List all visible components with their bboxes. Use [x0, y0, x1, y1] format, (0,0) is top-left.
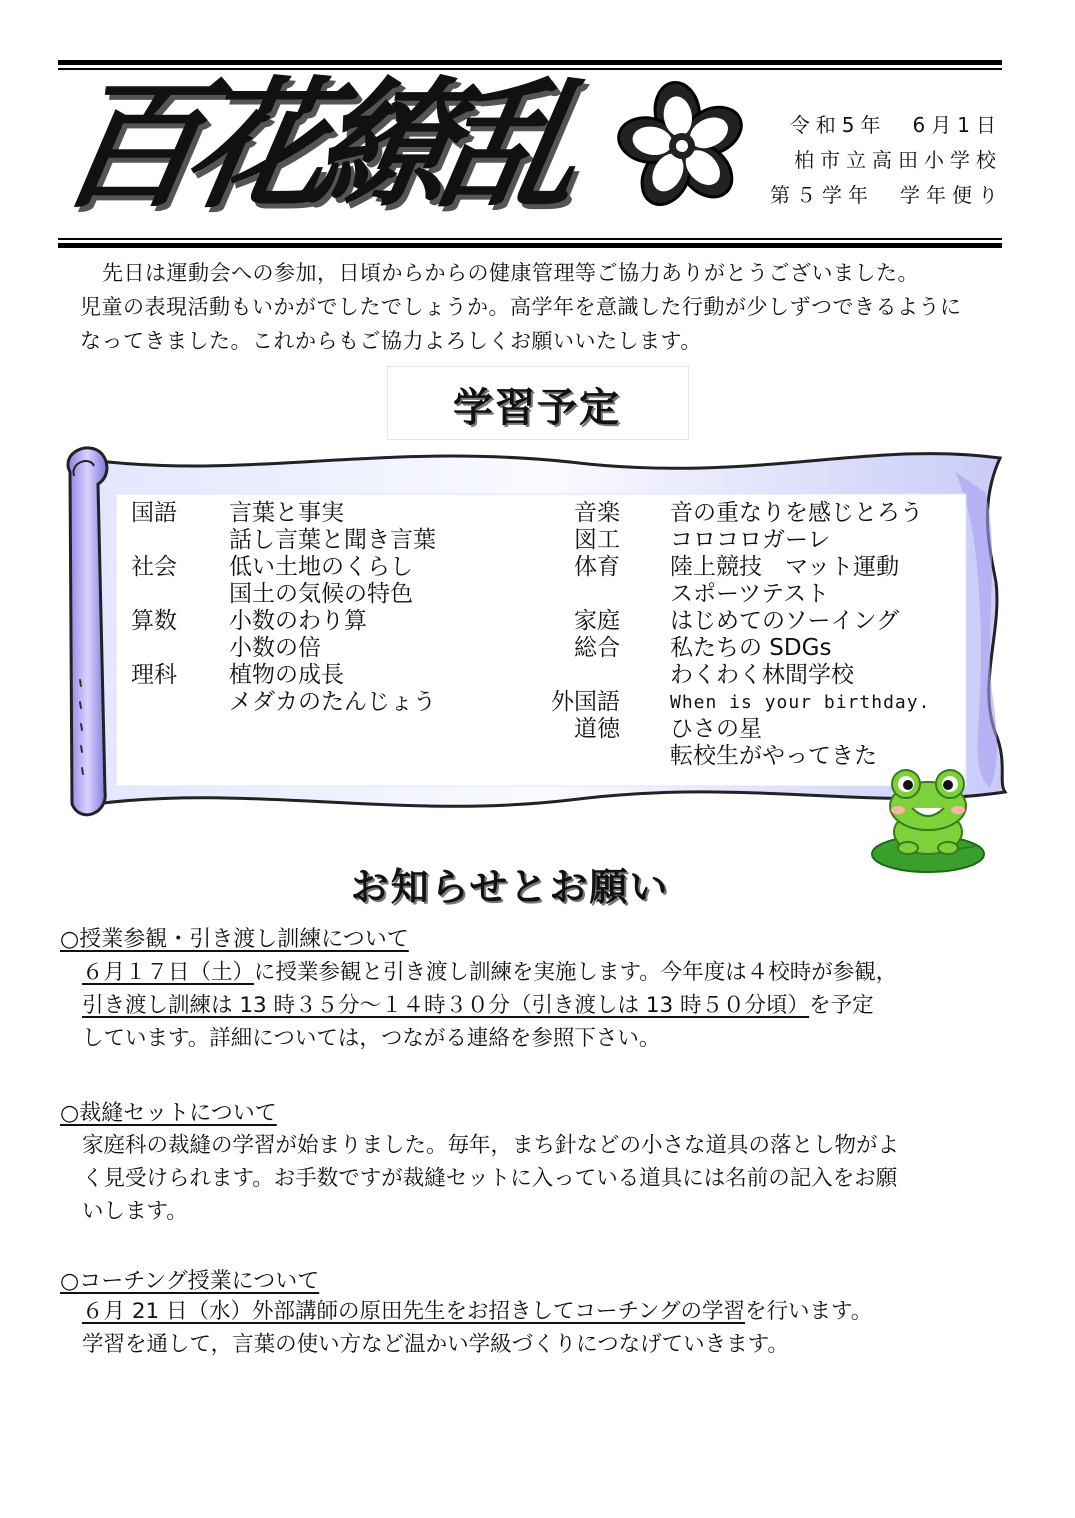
notice-line — [82, 1295, 1007, 1328]
subject: 算数 — [131, 608, 177, 634]
notice-text: を行います。 — [745, 1299, 873, 1324]
notice-date-highlight: ６月 21 日（水）外部講師の原田先生をお招きしてコーチングの学習 — [82, 1299, 746, 1324]
schedule-row — [131, 500, 436, 527]
subject — [131, 689, 229, 716]
schedule-row — [131, 689, 436, 716]
subject: 音楽 — [574, 500, 620, 526]
schedule-right-column — [546, 500, 930, 770]
schedule-row — [131, 662, 436, 689]
notice-line: 学習を通して，言葉の使い方など温かい学級づくりにつなげていきます。 — [82, 1332, 789, 1357]
newsletter-title: 百花繚乱 — [47, 65, 581, 228]
subject: 総合 — [574, 635, 620, 661]
topic: When is your birthday. — [670, 692, 931, 713]
topic: コロコロガーレ — [670, 527, 831, 553]
newsletter-type: 第５学年 学年便り — [770, 183, 1004, 207]
topic: 国土の気候の特色 — [229, 581, 413, 607]
intro-line: 先日は運動会への参加，日頃からからの健康管理等ご協力ありがとうございました。 — [102, 261, 919, 285]
notice-body-observation — [82, 956, 1007, 1055]
subject — [546, 743, 620, 770]
schedule-row — [131, 554, 436, 581]
topic: スポーツテスト — [670, 581, 830, 607]
notice-line: 家庭科の裁縫の学習が始まりました。毎年，まち針などの小さな道具の落とし物がよ — [82, 1133, 900, 1158]
topic: 音の重なりを感じとろう — [670, 500, 923, 526]
subject — [131, 527, 229, 554]
subject: 理科 — [131, 662, 177, 688]
notice-text: を予定 — [809, 993, 874, 1018]
topic: 私たちの SDGs — [670, 635, 832, 661]
subject: 社会 — [131, 554, 177, 580]
topic: 小数のわり算 — [229, 608, 367, 634]
schedule-row — [546, 635, 930, 662]
subject — [131, 581, 229, 608]
topic: 陸上競技 マット運動 — [670, 554, 900, 580]
issue-date: 令和5年 6月1日 — [789, 113, 1002, 137]
notice-line: いします。 — [82, 1199, 188, 1224]
subject: 道徳 — [574, 716, 620, 742]
notice-title-sewing-set: ○裁縫セットについて — [60, 1101, 277, 1126]
notice-time-highlight: 引き渡し訓練は 13 時３５分～１４時３０分（引き渡しは 13 時５０分頃） — [82, 993, 810, 1018]
notice-line: しています。詳細については，つながる連絡を参照下さい。 — [82, 1026, 661, 1051]
schedule-row — [546, 554, 930, 581]
topic: はじめてのソーイング — [670, 608, 900, 634]
intro-line: なってきました。これからもご協力よろしくお願いいたします。 — [80, 329, 702, 353]
schedule-row — [546, 581, 930, 608]
schedule-row — [546, 662, 930, 689]
schedule-row — [546, 716, 930, 743]
subject: 外国語 — [551, 689, 620, 715]
subject: 図工 — [574, 527, 620, 553]
intro-paragraph — [80, 256, 1005, 358]
intro-line: 児童の表現活動もいかがでしたでしょうか。高学年を意識した行動が少しずつできるように — [80, 295, 962, 319]
subject — [546, 662, 620, 689]
school-name: 柏市立高田小学校 — [794, 148, 1002, 172]
topic: わくわく林間学校 — [670, 662, 854, 688]
schedule-row — [131, 635, 436, 662]
cherry-blossom-icon — [612, 78, 752, 213]
topic: 言葉と事実 — [229, 500, 344, 526]
schedule-left-column — [131, 500, 436, 716]
header-bottom-rule-thick — [58, 243, 1002, 248]
topic: メダカのたんじょう — [229, 689, 436, 715]
subject: 国語 — [131, 500, 177, 526]
schedule-row — [546, 527, 930, 554]
subject — [546, 581, 620, 608]
subject: 家庭 — [574, 608, 620, 634]
subject — [131, 635, 229, 662]
schedule-row — [131, 581, 436, 608]
schedule-row — [546, 689, 930, 716]
notice-title-observation: ○授業参観・引き渡し訓練について — [60, 927, 409, 952]
frog-illustration — [868, 760, 993, 880]
topic: 低い土地のくらし — [229, 554, 413, 580]
schedule-row — [546, 500, 930, 527]
schedule-row — [546, 608, 930, 635]
masthead-info — [770, 108, 1002, 213]
topic: ひさの星 — [670, 716, 762, 742]
topic: 話し言葉と聞き言葉 — [229, 527, 436, 553]
notice-line: く見受けられます。お手数ですが裁縫セットに入っている道具には名前の記入をお願 — [82, 1166, 898, 1191]
notice-line — [82, 989, 1007, 1022]
schedule-row — [131, 527, 436, 554]
subject: 体育 — [574, 554, 620, 580]
notices-heading: お知らせとお願い — [350, 865, 670, 909]
notice-date-highlight: ６月１７日（土） — [82, 960, 255, 985]
schedule-row — [131, 608, 436, 635]
header-bottom-rule-thin — [58, 238, 1002, 240]
topic: 植物の成長 — [229, 662, 344, 688]
topic: 小数の倍 — [229, 635, 321, 661]
topic: 転校生がやってきた — [670, 743, 877, 769]
notice-body-sewing-set — [82, 1129, 1007, 1228]
notice-body-coaching — [82, 1295, 1007, 1361]
notice-text: に授業参観と引き渡し訓練を実施します。今年度は４校時が参観， — [254, 960, 898, 985]
notice-title-coaching: ○コーチング授業について — [60, 1269, 320, 1294]
notice-line — [82, 956, 1007, 989]
schedule-heading: 学習予定 — [453, 385, 621, 431]
